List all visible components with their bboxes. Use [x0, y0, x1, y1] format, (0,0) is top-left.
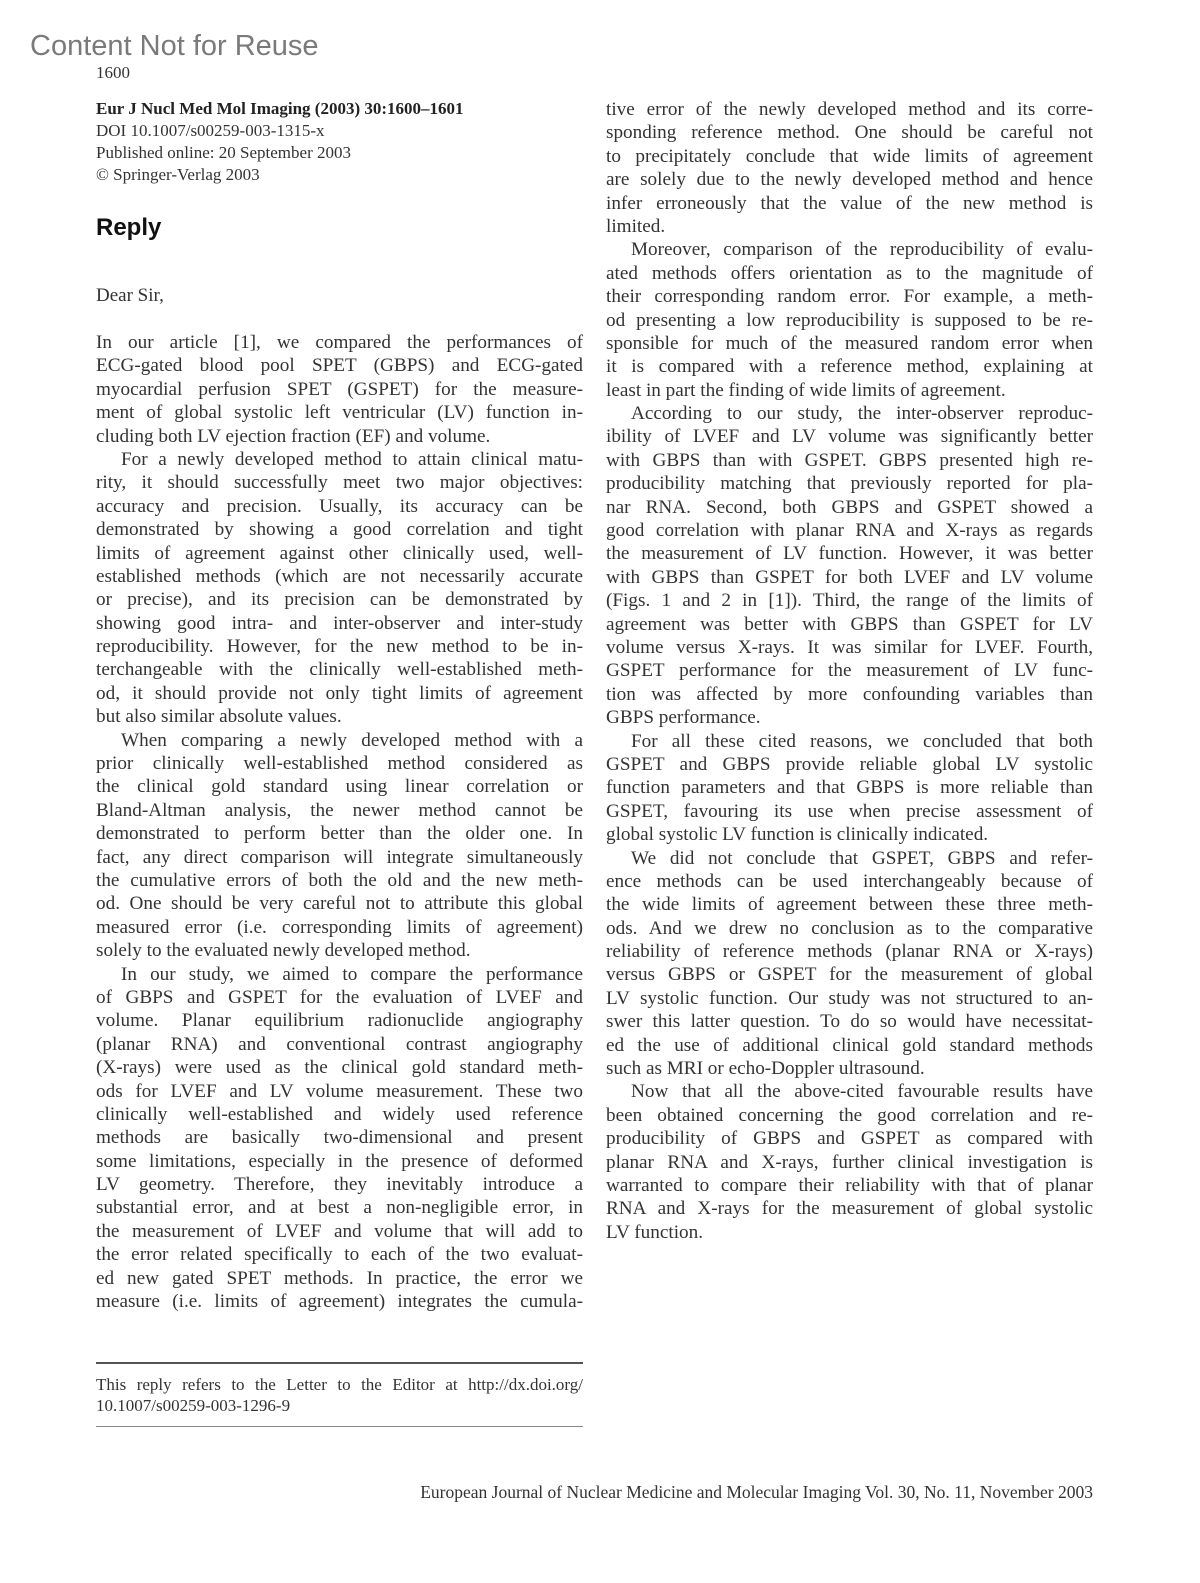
text-line: GSPET performance for the measurement of LV func- [606, 660, 1093, 682]
text-line: good correlation with planar RNA and X-rays as regards [606, 520, 1093, 542]
text-line: In our study, we aimed to compare the performance [121, 963, 583, 985]
text-line: demonstrated by showing a good correlation and tight [96, 519, 583, 541]
text-line: the measurement of LV function. However, it was better [606, 543, 1093, 565]
text-line: global systolic LV function is clinically indicated. [606, 824, 989, 846]
salutation: Dear Sir, [96, 285, 164, 306]
text-line: GSPET, favouring its use when precise assessment of [606, 800, 1093, 822]
text-line: the measurement of LVEF and volume that will add to [96, 1220, 583, 1242]
text-line: GSPET and GBPS provide reliable global LV systolic [606, 753, 1093, 775]
text-line: their corresponding random error. For example, a meth- [606, 286, 1093, 308]
text-line: fact, any direct comparison will integrate simultaneously [96, 846, 583, 868]
text-line: ed new gated SPET methods. In practice, the error we [96, 1267, 583, 1289]
text-line: are solely due to the newly developed method and hence [606, 169, 1093, 191]
text-line: nar RNA. Second, both GBPS and GSPET showed a [606, 496, 1093, 518]
text-line: clinically well-established and widely used reference [96, 1103, 583, 1125]
text-line: tion was affected by more confounding variables than [606, 683, 1093, 705]
text-line: cluding both LV ejection fraction (EF) and volume. [96, 425, 491, 447]
text-line: volume versus X-rays. It was similar for LVEF. Fourth, [606, 636, 1093, 658]
paragraph [96, 448, 583, 729]
text-line: od. One should be very careful not to attribute this global [96, 893, 583, 915]
text-line: (Figs. 1 and 2 in [1]). Third, the range of the limits of [606, 590, 1093, 612]
journal-footer: European Journal of Nuclear Medicine and Molecular Imaging Vol. 30, No. 11, November 2003 [420, 1482, 1093, 1502]
text-line: ECG-gated blood pool SPET (GBPS) and ECG-gated [96, 355, 583, 377]
text-line: the clinical gold standard using linear correlation or [96, 776, 583, 798]
text-line: Moreover, comparison of the reproducibility of evalu- [631, 239, 1093, 261]
text-line: showing good intra- and inter-observer and inter-study [96, 612, 583, 634]
text-line: with GBPS than with GSPET. GBPS presented high re- [606, 449, 1093, 471]
published-date: Published online: 20 September 2003 [96, 143, 351, 162]
text-line: versus GBPS or GSPET for the measurement of global [606, 964, 1093, 986]
text-line: measure (i.e. limits of agreement) integrates the cumula- [96, 1291, 583, 1313]
paragraph [606, 730, 1093, 847]
text-line: myocardial perfusion SPET (GSPET) for the measure- [96, 378, 583, 400]
text-line: Now that all the above-cited favourable results have [631, 1081, 1093, 1103]
text-line: ibility of LVEF and LV volume was significantly better [606, 426, 1093, 448]
text-line: RNA and X-rays for the measurement of global systolic [606, 1198, 1093, 1220]
text-line: od, it should provide not only tight limits of agreement [96, 682, 583, 704]
footnote-line: This reply refers to the Letter to the Editor at http://dx.doi.org/ [96, 1375, 583, 1394]
article-metadata [96, 98, 464, 186]
text-line: In our article [1], we compared the performances of [96, 332, 583, 353]
text-line: the cumulative errors of both the old and the new meth- [96, 869, 583, 891]
text-line: sponsible for much of the measured random error when [606, 332, 1093, 354]
text-line: ed the use of additional clinical gold standard methods [606, 1034, 1093, 1056]
text-line: infer erroneously that the value of the new method is [606, 192, 1093, 214]
paragraph [606, 402, 1093, 729]
text-line: For all these cited reasons, we concluded that both [631, 730, 1093, 752]
text-line: LV geometry. Therefore, they inevitably introduce a [96, 1174, 583, 1196]
text-line: ated methods offers orientation as to the magnitude of [606, 262, 1093, 284]
citation: Eur J Nucl Med Mol Imaging (2003) 30:1600–1601 [96, 99, 464, 118]
text-line: For a newly developed method to attain clinical matu- [121, 448, 583, 470]
text-line: rity, it should successfully meet two major objectives: [96, 472, 583, 494]
text-line: demonstrated to perform better than the older one. In [96, 823, 583, 845]
text-line: We did not conclude that GSPET, GBPS and refer- [631, 847, 1093, 869]
text-line: least in part the finding of wide limits of agreement. [606, 379, 1006, 401]
text-line: the error related specifically to each of the two evaluat- [96, 1244, 583, 1266]
footnote [96, 1374, 583, 1416]
text-line: of GBPS and GSPET for the evaluation of LVEF and [96, 986, 583, 1008]
text-line: but also similar absolute values. [96, 706, 342, 728]
text-line: tive error of the newly developed method and its corre- [606, 99, 1093, 120]
text-line: the wide limits of agreement between these three meth- [606, 894, 1093, 916]
text-line: terchangeable with the clinically well-established meth- [96, 659, 583, 681]
text-line: agreement was better with GBPS than GSPET for LV [606, 613, 1093, 635]
paragraph [606, 1080, 1093, 1244]
text-line: ods for LVEF and LV volume measurement. These two [96, 1080, 583, 1102]
text-line: measured error (i.e. corresponding limits of agreement) [96, 916, 583, 938]
text-line: function parameters and that GBPS is more reliable than [606, 777, 1093, 799]
text-line: solely to the evaluated newly developed method. [96, 940, 471, 962]
text-line: Bland-Altman analysis, the newer method cannot be [96, 799, 583, 821]
text-line: sponding reference method. One should be careful not [606, 122, 1093, 144]
page-number: 1600 [96, 63, 130, 82]
right-column [606, 98, 1093, 1244]
text-line: LV function. [606, 1221, 704, 1243]
footnote-divider-top [96, 1362, 583, 1364]
text-line: (X-rays) were used as the clinical gold standard meth- [96, 1057, 583, 1079]
text-line: some limitations, especially in the presence of deformed [96, 1150, 583, 1172]
text-line: been obtained concerning the good correlation and re- [606, 1104, 1093, 1126]
paragraph [606, 238, 1093, 402]
text-line: When comparing a newly developed method with a [121, 729, 583, 751]
text-line: ment of global systolic left ventricular (LV) function in- [96, 402, 583, 424]
text-line: ods. And we drew no conclusion as to the comparative [606, 917, 1093, 939]
text-line: accuracy and precision. Usually, its accuracy can be [96, 495, 583, 517]
left-column [96, 331, 583, 1313]
footnote-divider-bottom [96, 1426, 583, 1427]
text-line: GBPS performance. [606, 707, 761, 729]
copyright: © Springer-Verlag 2003 [96, 165, 260, 184]
text-line: planar RNA and X-rays, further clinical investigation is [606, 1151, 1093, 1173]
text-line: According to our study, the inter-observer reproduc- [631, 403, 1093, 425]
text-line: substantial error, and at best a non-negligible error, in [96, 1197, 583, 1219]
text-line: with GBPS than GSPET for both LVEF and LV volume [606, 566, 1093, 588]
text-line: warranted to compare their reliability with that of planar [606, 1174, 1093, 1196]
text-line: to precipitately conclude that wide limits of agreement [606, 145, 1093, 167]
footnote-doi-link[interactable]: 10.1007/s00259-003-1296-9 [96, 1396, 291, 1415]
paragraph [606, 847, 1093, 1081]
watermark: Content Not for Reuse [30, 30, 319, 62]
text-line: LV systolic function. Our study was not structured to an- [606, 987, 1093, 1009]
text-line: ence methods can be used interchangeably because of [606, 870, 1093, 892]
text-line: limits of agreement against other clinically used, well- [96, 542, 583, 564]
article-heading: Reply [96, 214, 162, 241]
text-line: or precise), and its precision can be demonstrated by [96, 589, 583, 611]
text-line: volume. Planar equilibrium radionuclide angiography [96, 1010, 583, 1032]
text-line: producibility matching that previously reported for pla- [606, 473, 1093, 495]
text-line: swer this latter question. To do so would have necessitat- [606, 1011, 1093, 1033]
paragraph [96, 331, 583, 448]
text-line: limited. [606, 215, 666, 237]
text-line: reproducibility. However, for the new method to be in- [96, 636, 583, 658]
text-line: methods are basically two-dimensional and present [96, 1127, 583, 1149]
text-line: (planar RNA) and conventional contrast angiography [96, 1033, 583, 1055]
text-line: od presenting a low reproducibility is supposed to be re- [606, 309, 1093, 331]
text-line: it is compared with a reference method, explaining at [606, 356, 1093, 378]
text-line: prior clinically well-established method considered as [96, 753, 583, 775]
text-line: producibility of GBPS and GSPET as compared with [606, 1128, 1093, 1150]
paragraph [606, 98, 1093, 238]
paragraph [96, 729, 583, 963]
text-line: such as MRI or echo-Doppler ultrasound. [606, 1058, 925, 1080]
text-line: reliability of reference methods (planar RNA or X-rays) [606, 941, 1093, 963]
doi: DOI 10.1007/s00259-003-1315-x [96, 121, 325, 140]
paragraph [96, 963, 583, 1314]
text-line: established methods (which are not necessarily accurate [96, 565, 583, 587]
